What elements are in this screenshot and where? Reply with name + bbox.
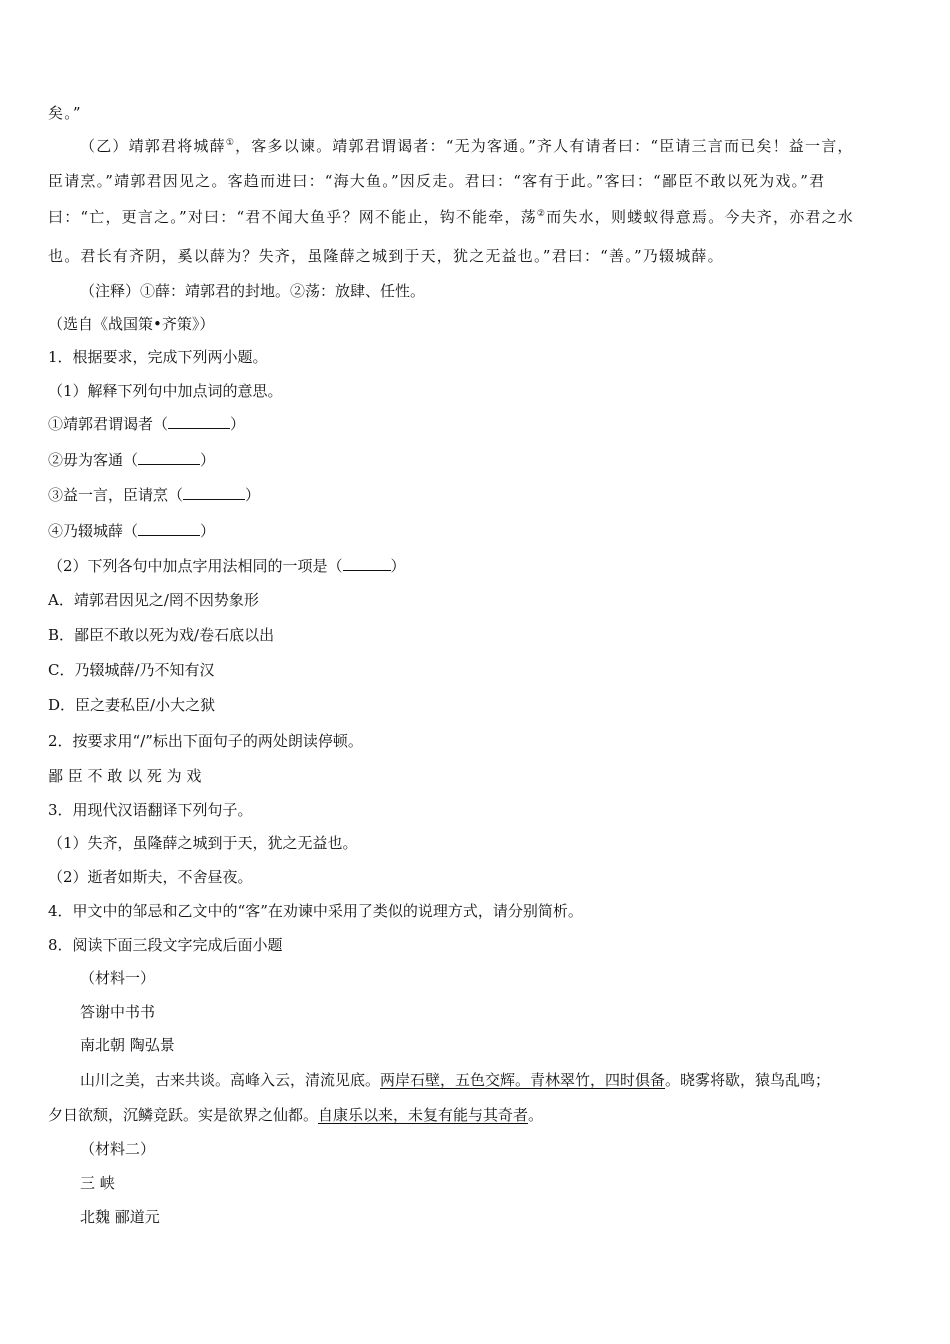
footnote-mark: ②	[536, 209, 547, 219]
passage-line: 曰：“亡，更言之。”对曰：“君不闻大鱼乎？网不能止，钩不能牵，荡②而失水，则蝼蚁得意焉。今夫齐，亦君之水	[48, 208, 855, 226]
question-2: 2．按要求用“/”标出下面句子的两处朗读停顿。	[48, 732, 363, 750]
question-2-sentence: 鄙 臣 不 敢 以 死 为 戏	[48, 767, 202, 785]
option-d: D．臣之妻私臣/小大之狱	[48, 696, 216, 714]
option-b: B．鄙臣不敢以死为戏/卷石底以出	[48, 626, 275, 644]
option-c: C．乃辍城薛/乃不知有汉	[48, 661, 215, 679]
material-1-title: 答谢中书书	[80, 1003, 156, 1021]
q1-item: ①靖郭君谓谒者（ ）	[48, 415, 246, 433]
question-3-1: （1）失齐，虽隆薛之城到于天，犹之无益也。	[48, 834, 358, 852]
annotation-note: （注释）①薛：靖郭君的封地。②荡：放肆、任性。	[80, 282, 426, 300]
question-4: 4．甲文中的邹忌和乙文中的“客”在劝谏中采用了类似的说理方式，请分别简析。	[48, 902, 583, 920]
passage-line: 矣。”	[48, 104, 82, 122]
underlined-phrase: 自康乐以来，未复有能与其奇者	[318, 1106, 529, 1124]
source-citation: （选自《战国策•齐策》）	[48, 315, 215, 333]
section-8-heading: 8．阅读下面三段文字完成后面小题	[48, 936, 283, 954]
question-1: 1．根据要求，完成下列两小题。	[48, 348, 268, 366]
answer-blank[interactable]	[138, 521, 200, 536]
option-a: A．靖郭君因见之/罔不因势象形	[48, 591, 259, 609]
material-2-title: 三 峡	[80, 1174, 115, 1192]
passage-line: （乙）靖郭君将城薛①，客多以谏。靖郭君谓谒者：“无为客通。”齐人有请者曰：“臣请三言而已矣！益一言，	[80, 137, 854, 155]
passage-line: 臣请烹。”靖郭君因见之。客趋而进曰：“海大鱼。”因反走。君曰：“客有于此。”客曰：“鄙臣不敢以死为戏。”君	[48, 172, 826, 190]
answer-blank[interactable]	[168, 414, 230, 429]
footnote-mark: ①	[225, 138, 236, 148]
answer-blank[interactable]	[343, 556, 391, 571]
answer-blank[interactable]	[138, 450, 200, 465]
q1-item: ④乃辍城薛（ ）	[48, 522, 216, 540]
material-1-text-line: 山川之美，古来共谈。高峰入云，清流见底。两岸石壁，五色交辉。青林翠竹，四时俱备。晓雾将歇，猿鸟乱鸣；	[80, 1071, 831, 1089]
answer-blank[interactable]	[183, 485, 245, 500]
question-1-2: （2）下列各句中加点字用法相同的一项是（ ）	[48, 557, 406, 575]
material-2-label: （材料二）	[80, 1140, 156, 1158]
question-3-2: （2）逝者如斯夫，不舍昼夜。	[48, 868, 253, 886]
material-1-text-line: 夕日欲颓，沉鳞竞跃。实是欲界之仙都。自康乐以来，未复有能与其奇者。	[48, 1106, 544, 1124]
question-1-1: （1）解释下列句中加点词的意思。	[48, 382, 283, 400]
q1-item: ③益一言，臣请烹（ ）	[48, 486, 261, 504]
question-3: 3．用现代汉语翻译下列句子。	[48, 801, 253, 819]
material-1-label: （材料一）	[80, 969, 156, 987]
underlined-phrase: 两岸石壁，五色交辉。青林翠竹，四时俱备	[380, 1071, 666, 1089]
passage-line: 也。君长有齐阴，奚以薛为？失齐，虽隆薛之城到于天，犹之无益也。”君曰：“善。”乃辍城薛。	[48, 247, 724, 265]
q1-item: ②毋为客通（ ）	[48, 451, 216, 469]
material-2-author: 北魏 郦道元	[80, 1208, 160, 1226]
material-1-author: 南北朝 陶弘景	[80, 1036, 175, 1054]
